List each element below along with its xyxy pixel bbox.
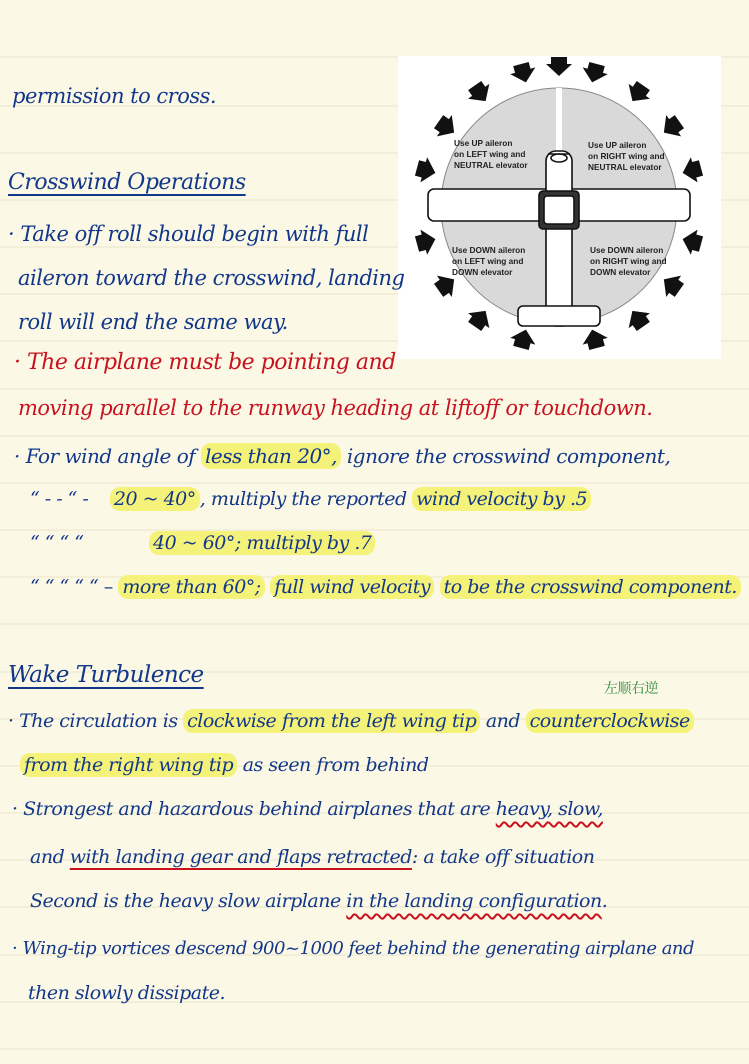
svg-text:Use UP aileron: Use UP aileron — [454, 138, 513, 148]
crosswind-row-over-60: “ “ “ “ “ – more than 60°; full wind velocity to be the crosswind component. — [30, 578, 741, 597]
crosswind-aileron-diagram — [398, 56, 721, 359]
svg-text:DOWN elevator: DOWN elevator — [590, 267, 651, 277]
crosswind-bullet2-line2: moving parallel to the runway heading at liftoff or touchdown. — [18, 396, 653, 420]
crosswind-bullet1-line1: · Take off roll should begin with full — [8, 222, 369, 246]
svg-text:NEUTRAL elevator: NEUTRAL elevator — [588, 162, 662, 172]
svg-text:Use DOWN aileron: Use DOWN aileron — [452, 245, 526, 255]
svg-text:Use DOWN aileron: Use DOWN aileron — [590, 245, 664, 255]
crosswind-bullet1-line2: aileron toward the crosswind, landing — [18, 266, 405, 290]
highlight-wind-velocity-05: wind velocity by .5 — [412, 487, 591, 511]
note-permission: permission to cross. — [12, 84, 217, 108]
highlight-full-wind-velocity: full wind velocity — [270, 575, 434, 599]
svg-text:on RIGHT wing and: on RIGHT wing and — [588, 151, 665, 161]
crosswind-row-20-40: “ - - “ - 20 ~ 40° , multiply the reported wind velocity by .5 — [30, 490, 591, 509]
svg-text:DOWN elevator: DOWN elevator — [452, 267, 513, 277]
highlight-counterclockwise: counterclockwise — [526, 709, 694, 733]
heading-crosswind: Crosswind Operations — [8, 170, 246, 195]
svg-text:NEUTRAL elevator: NEUTRAL elevator — [454, 160, 528, 170]
highlight-clockwise: clockwise from the left wing tip — [183, 709, 480, 733]
crosswind-bullet1-line3: roll will end the same way. — [18, 310, 288, 334]
highlight-more-than-60: more than 60°; — [118, 575, 264, 599]
underline-landing-configuration: in the landing configuration — [346, 890, 602, 912]
highlight-right-wing-tip: from the right wing tip — [20, 753, 237, 777]
annotation-chinese: 左顺右逆 — [604, 681, 658, 697]
wake-bullet2-line3: Second is the heavy slow airplane in the landing configuration. — [30, 890, 608, 912]
highlight-40-60: 40 ~ 60°; multiply by .7 — [149, 531, 375, 555]
crosswind-bullet2-line1: · The airplane must be pointing and — [14, 350, 396, 375]
underline-heavy-slow: heavy, slow, — [495, 798, 603, 820]
svg-text:on RIGHT wing and: on RIGHT wing and — [590, 256, 667, 266]
underline-gear-flaps-retracted: with landing gear and flaps retracted — [69, 846, 412, 868]
highlight-less-than-20: less than 20°, — [201, 443, 341, 469]
wake-bullet3-line1: · Wing-tip vortices descend 900~1000 feet behind the generating airplane and — [12, 938, 695, 959]
highlight-crosswind-component: to be the crosswind component. — [440, 575, 741, 599]
heading-wake-turbulence: Wake Turbulence — [8, 662, 204, 688]
wake-bullet1-line2: from the right wing tip as seen from behind — [20, 756, 429, 775]
crosswind-bullet3: · For wind angle of less than 20°, ignore the crosswind component, — [14, 444, 671, 468]
wake-bullet2-line1: · Strongest and hazardous behind airplanes that are heavy, slow, — [12, 798, 603, 820]
svg-text:on LEFT wing and: on LEFT wing and — [454, 149, 526, 159]
crosswind-row-40-60: “ “ “ “ 40 ~ 60°; multiply by .7 — [30, 534, 375, 553]
svg-text:Use UP aileron: Use UP aileron — [588, 140, 647, 150]
wake-bullet1-line1: · The circulation is clockwise from the left wing tip and counterclockwise — [8, 712, 694, 731]
wake-bullet3-line2: then slowly dissipate. — [28, 982, 225, 1004]
highlight-20-40: 20 ~ 40° — [110, 487, 200, 511]
svg-text:on LEFT wing and: on LEFT wing and — [452, 256, 524, 266]
wake-bullet2-line2: and with landing gear and flaps retracted: a take off situation — [30, 846, 595, 868]
